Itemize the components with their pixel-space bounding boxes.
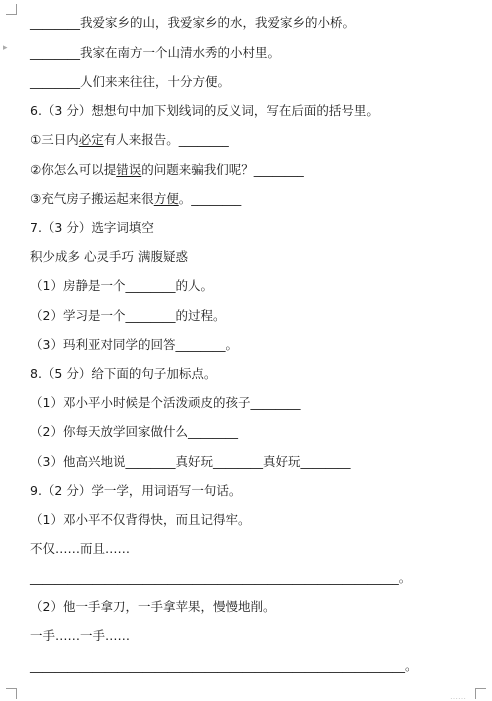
q6-item-2-post: 的问题来骗我们呢？________ <box>141 162 304 177</box>
q9-item-1: （1）邓小平不仅背得快，而且记得牢。 <box>30 512 251 527</box>
question-6-heading: 6.（3 分）想想句中加下划线词的反义词，写在后面的括号里。 <box>30 103 379 118</box>
q6-item-2-pre: ②你怎么可以提 <box>30 162 117 177</box>
q6-item-1-underlined: 必定 <box>78 132 104 147</box>
answer-line-1: ___________________________________________________________。 <box>30 570 412 585</box>
corner-mark-bottom-right <box>475 688 486 699</box>
q6-item-3-post: 。________ <box>178 191 242 206</box>
q8-item-3: （3）他高兴地说________真好玩________真好玩________ <box>30 454 351 469</box>
question-9-heading: 9.（2 分）学一学，用词语写一句话。 <box>30 483 242 498</box>
corner-mark-top-left <box>6 4 17 15</box>
q7-item-1: （1）房静是一个________的人。 <box>30 278 213 293</box>
corner-mark-bottom-left <box>6 688 17 699</box>
text-line: ________人们来来往往，十分方便。 <box>30 74 231 89</box>
text-line: ________我家在南方一个山清水秀的小村里。 <box>30 45 281 60</box>
q9-item-2: （2）他一手拿刀，一手拿苹果，慢慢地削。 <box>30 599 276 614</box>
q6-item-1-pre: ①三日内 <box>30 132 79 147</box>
word-bank: 积少成多 心灵手巧 满腹疑惑 <box>30 249 188 264</box>
q8-item-1: （1）邓小平小时候是个活泼顽皮的孩子________ <box>30 395 301 410</box>
q6-item-1-post: 有人来报告。________ <box>103 132 229 147</box>
q9-pattern-2: 一手……一手…… <box>30 628 131 643</box>
question-7-heading: 7.（3 分）选字词填空 <box>30 220 154 235</box>
corner-text: …… <box>450 692 466 701</box>
q7-item-3: （3）玛利亚对同学的回答________。 <box>30 337 238 352</box>
question-8-heading: 8.（5 分）给下面的句子加标点。 <box>30 366 217 381</box>
q6-item-3 <box>30 191 241 207</box>
q6-item-2 <box>30 162 304 178</box>
q7-item-2: （2）学习是一个________的过程。 <box>30 308 226 323</box>
q8-item-2: （2）你每天放学回家做什么________ <box>30 424 238 439</box>
q6-item-2-underlined: 错误 <box>116 162 142 177</box>
margin-arrow-icon: ▸ <box>3 43 8 53</box>
q6-item-3-underlined: 方便 <box>153 191 179 206</box>
q6-item-1 <box>30 132 229 148</box>
q9-pattern-1: 不仅……而且…… <box>30 541 131 556</box>
text-line: ________我爱家乡的山，我爱家乡的水，我爱家乡的小桥。 <box>30 15 356 30</box>
answer-line-2: ____________________________________________________________。 <box>30 658 418 673</box>
q6-item-3-pre: ③充气房子搬运起来很 <box>30 191 154 206</box>
